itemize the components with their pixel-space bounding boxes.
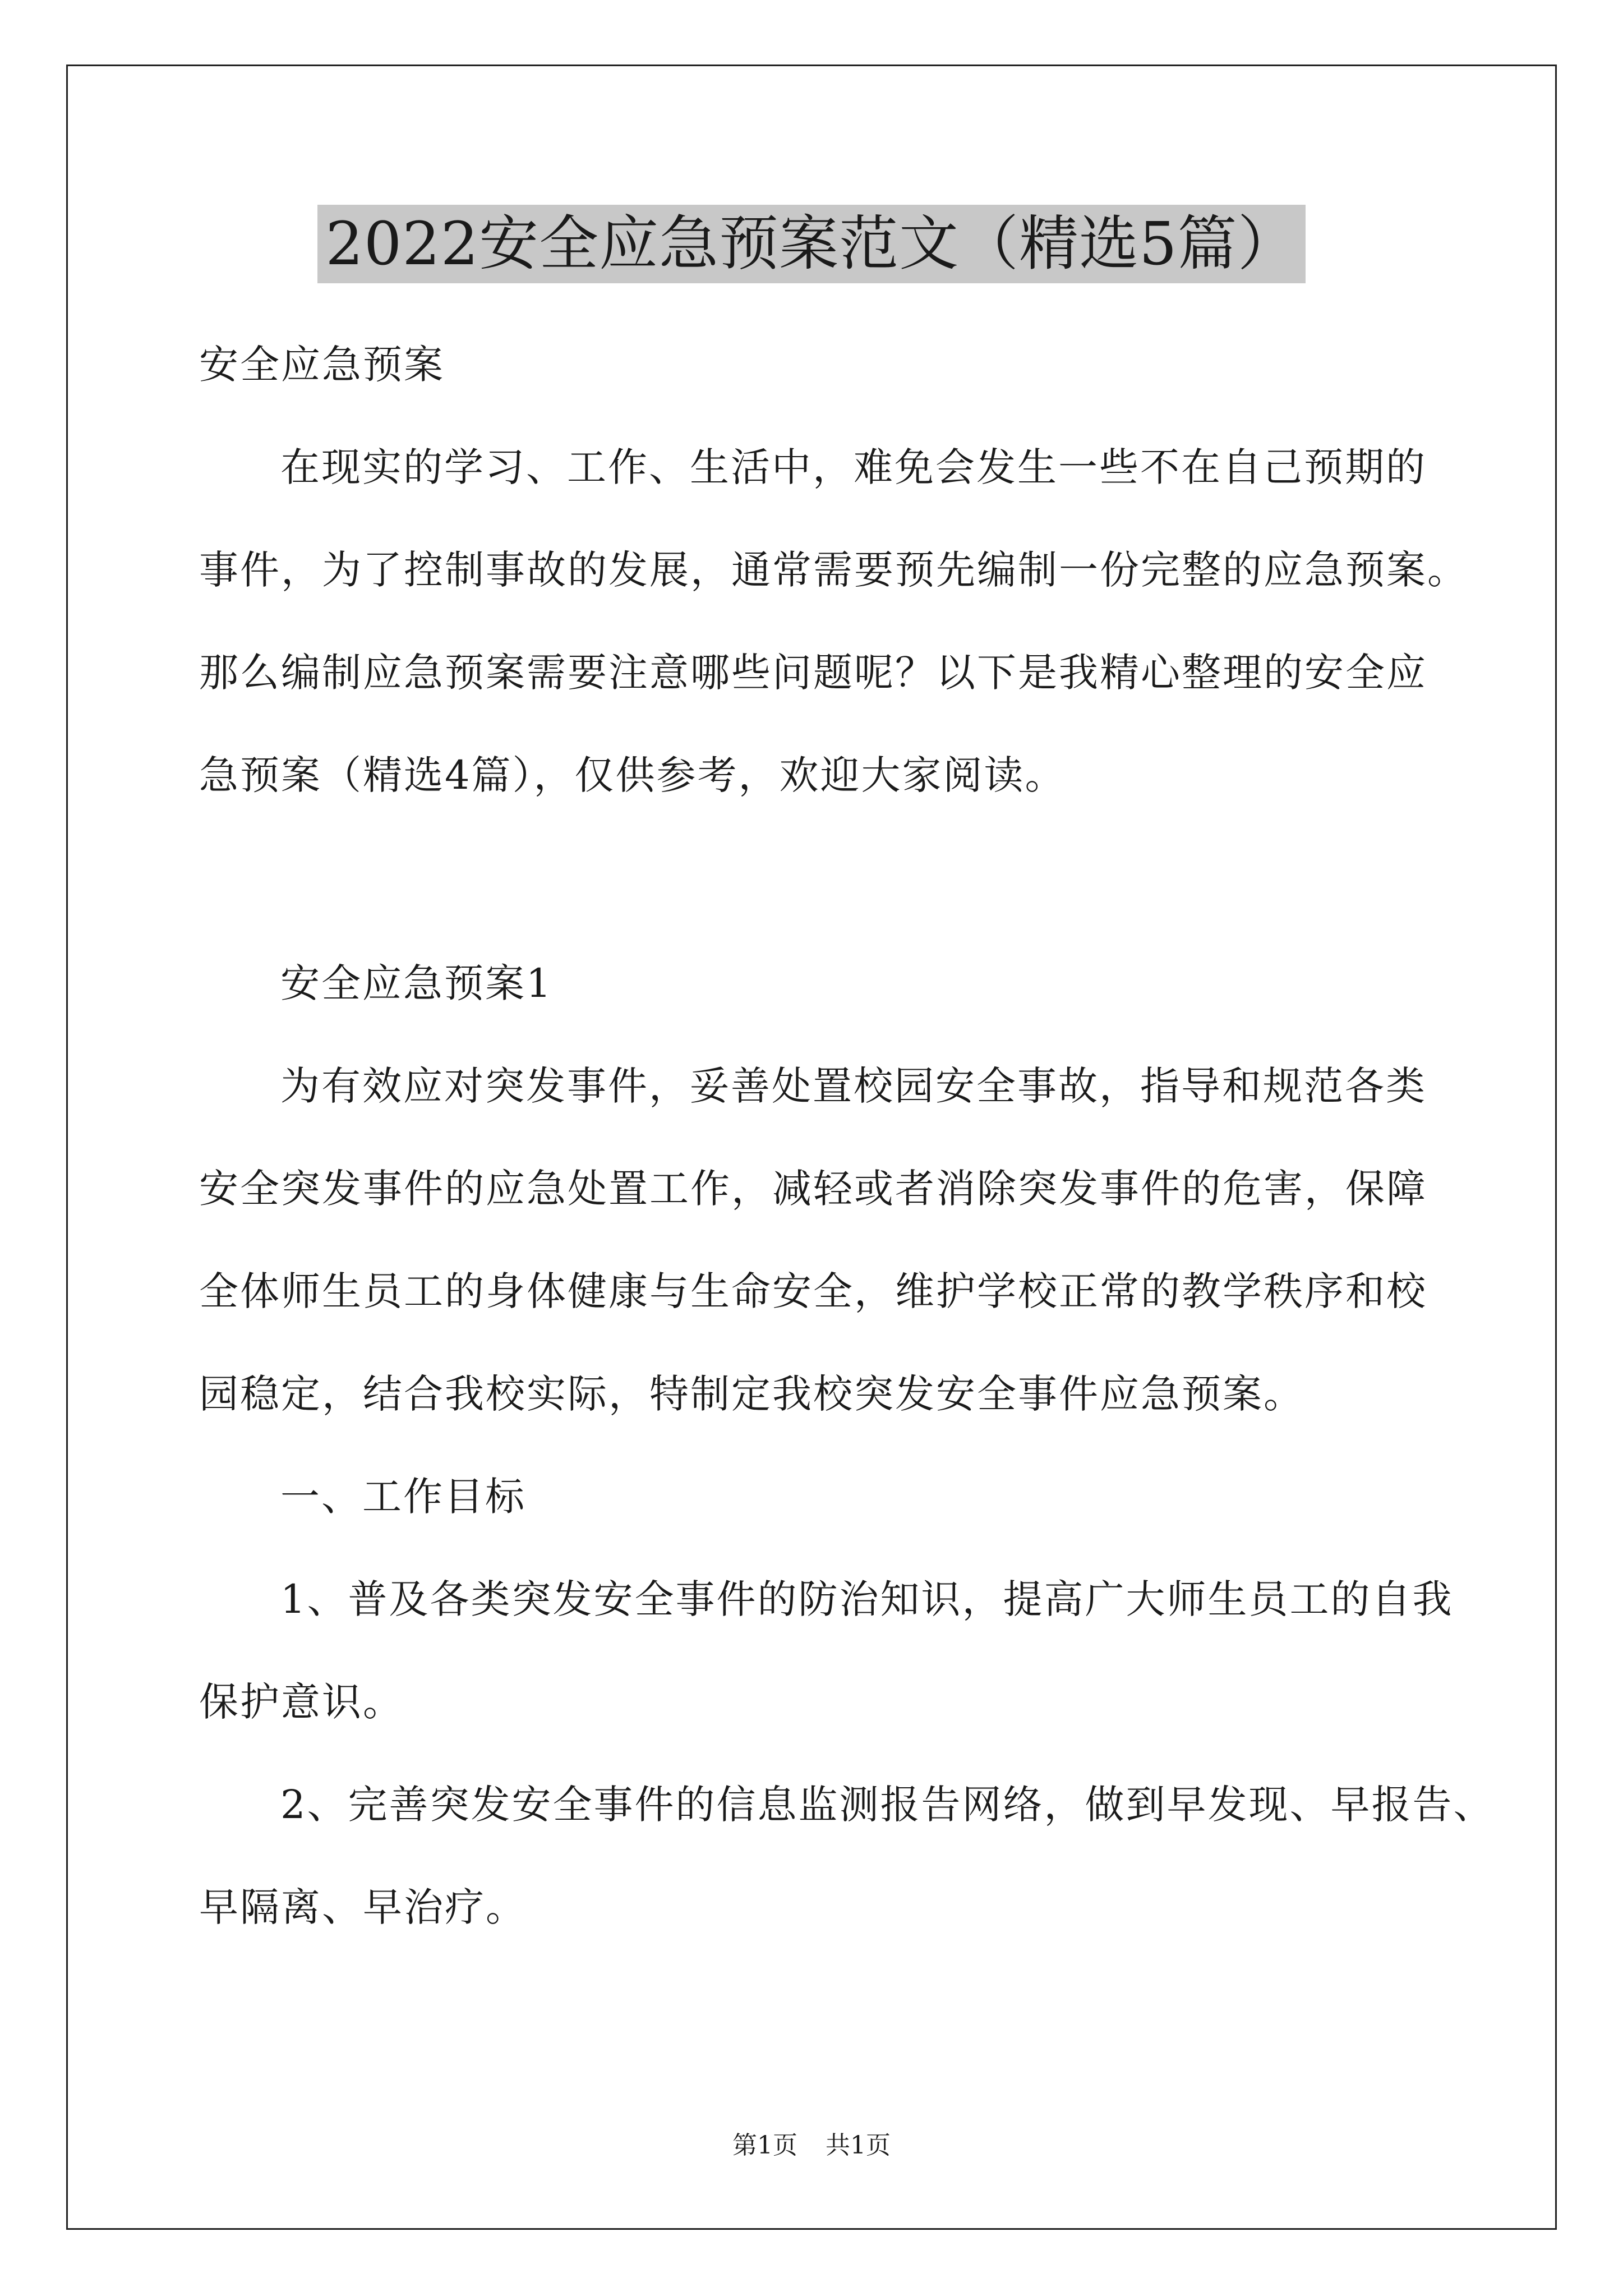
- page-footer: [0, 2129, 1623, 2162]
- paragraph-line: 2、完善突发安全事件的信息监测报告网络，做到早发现、早报告、: [280, 1782, 1495, 1828]
- paragraph-line: 那么编制应急预案需要注意哪些问题呢？以下是我精心整理的安全应: [199, 650, 1427, 696]
- paragraph-line: 急预案（精选4篇），仅供参考，欢迎大家阅读。: [199, 752, 1066, 798]
- paragraph-line: 为有效应对突发事件，妥善处置校园安全事故，指导和规范各类: [280, 1063, 1427, 1109]
- section-heading: 安全应急预案1: [280, 960, 553, 1006]
- section-heading: 安全应急预案: [199, 342, 445, 388]
- paragraph-line: 1、普及各类突发安全事件的防治知识，提高广大师生员工的自我: [280, 1576, 1454, 1622]
- paragraph-line: 安全突发事件的应急处置工作，减轻或者消除突发事件的危害，保障: [199, 1166, 1427, 1212]
- subsection-heading: 一、工作目标: [280, 1474, 526, 1520]
- paragraph-line: 全体师生员工的身体健康与生命安全，维护学校正常的教学秩序和校: [199, 1268, 1427, 1314]
- page-total: 共1页: [826, 2131, 891, 2160]
- paragraph-line: 园稳定，结合我校实际，特制定我校突发安全事件应急预案。: [199, 1371, 1304, 1417]
- title-container: [0, 205, 1623, 283]
- paragraph-line: 早隔离、早治疗。: [199, 1884, 527, 1930]
- paragraph-line: 在现实的学习、工作、生活中，难免会发生一些不在自己预期的: [280, 444, 1427, 490]
- paragraph-line: 事件，为了控制事故的发展，通常需要预先编制一份完整的应急预案。: [199, 547, 1468, 593]
- document-title: 2022安全应急预案范文（精选5篇）: [317, 205, 1305, 283]
- document-body: [199, 337, 1495, 1935]
- page-number: 第1页: [732, 2131, 797, 2160]
- paragraph-line: 保护意识。: [199, 1679, 404, 1725]
